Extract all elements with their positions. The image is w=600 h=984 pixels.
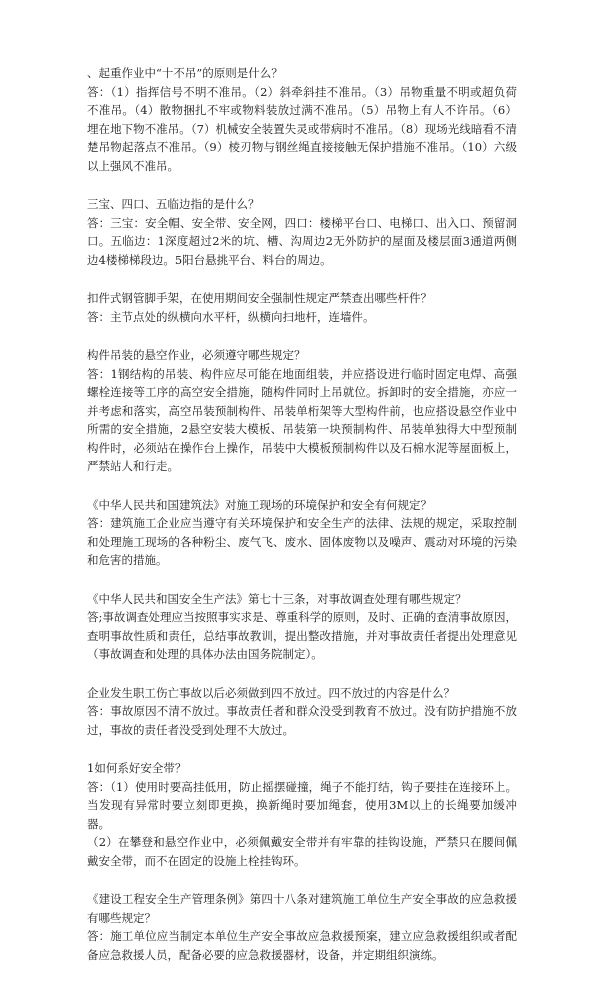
document-body <box>87 64 517 984</box>
qa-section-7 <box>87 684 517 740</box>
answer-text: 答：（1）指挥信号不明不准吊。（2）斜牵斜挂不准吊。（3）吊物重量不明或超负荷不准吊。（4）散物捆扎不牢或物料装放过满不准吊。（5）吊物上有人不许吊。（6）埋在地下物不准吊。（7）机械安全装置失灵或带病时不准吊。（8）现场光线暗看不清楚吊物起落点不准吊。（9）棱刃物与钢丝绳直接接触无保护措施不准吊。（10）六级以上强风不准吊。 <box>87 84 517 173</box>
question-text: 三宝、四口、五临边指的是什么？ <box>87 197 260 211</box>
answer-text: 答：事故原因不清不放过。事故责任者和群众没受到教育不放过。没有防护措施不放过，事故的责任者没受到处理不大放过。 <box>87 704 517 737</box>
qa-section-5 <box>87 496 517 570</box>
answer-text: 答：主节点处的纵横向水平杆，纵横向扫地杆，连墙件。 <box>87 309 375 324</box>
qa-section-1 <box>87 64 517 175</box>
answer-text: 答;事故调查处理应当按照事实求是、尊重科学的原则，及时、正确的查清事故原因，查明事故性质和责任，总结事故教训，提出整改措施，并对事故责任者提出处理意见（事故调查和处理的具体办法由国务院制定）。 <box>87 610 517 661</box>
question-text: 《中华人民共和国建筑法》对施工现场的环境保护和安全有何规定？ <box>87 497 432 512</box>
question-text: 构件吊装的悬空作业，必须遵守哪些规定？ <box>87 348 306 362</box>
qa-section-6 <box>87 590 517 664</box>
qa-section-9 <box>87 890 517 964</box>
answer-text: 答：1钢结构的吊装、构件应尽可能在地面组装，并应搭设进行临时固定电焊、高强螺栓连接等工序的高空安全措施，随构件同时上吊就位。拆卸时的安全措施，亦应一并考虑和落实，高空吊装预制构件、吊装单桁架等大型构件前，也应搭设悬空作业中所需的安全措施，2悬空安装大模板、吊装第一块预制构件、吊装单独得大中型预制构件时，必须站在操作台上操作，吊装中大模板预制构件以及石棉水泥等屋面板上，严禁站人和行走。 <box>87 366 517 473</box>
question-text: 《建设工程安全生产管理条例》第四十八条对建筑施工单位生产安全事故的应急救援有哪些规定？ <box>87 892 517 925</box>
answer-text: 答：建筑施工企业应当遵守有关环境保护和安全生产的法律、法规的规定，采取控制和处理施工现场的各种粉尘、废气飞、废水、固体废物以及噪声、震动对环境的污染和危害的措施。 <box>87 516 517 567</box>
answer-text: 答：施工单位应当制定本单位生产安全事故应急救援预案，建立应急救援组织或者配备应急救援人员，配备必要的应急救援器材，设备，并定期组织演练。 <box>87 929 517 962</box>
qa-section-3 <box>87 289 517 326</box>
question-text: 企业发生职工伤亡事故以后必须做到四不放过。四不放过的内容是什么？ <box>87 685 455 700</box>
question-text: 1如何系好安全带？ <box>87 761 187 775</box>
qa-section-4 <box>87 346 517 476</box>
question-text: 《中华人民共和国安全生产法》第七十三条，对事故调查处理有哪些规定？ <box>87 591 467 606</box>
answer-text: 答：三宝：安全帽、安全带、安全网，四口：楼梯平台口、电梯口、出入口、预留洞口。五临边：1深度超过2米的坑、槽、沟周边2无外防护的屋面及楼层面3通道两侧边4楼梯梯段边。5阳台悬挑平台、料台的周边。 <box>87 215 517 267</box>
qa-section-8 <box>87 759 517 870</box>
answer-text: （2）在攀登和悬空作业中，必须佩戴安全带并有牢靠的挂钩设施，严禁只在腰间佩戴安全带，而不在固定的设施上栓挂钩环。 <box>87 835 517 868</box>
answer-text: 答：（1）使用时要高挂低用，防止摇摆碰撞，绳子不能打结，钩子要挂在连接环上。当发现有异常时要立刻即更换，换新绳时要加绳套，使用3M以上的长绳要加缓冲器。 <box>87 779 517 831</box>
qa-section-2 <box>87 195 517 269</box>
question-text: 扣件式钢管脚手架，在使用期间安全强制性规定严禁查出哪些杆件？ <box>87 291 432 305</box>
question-text: 、起重作业中“十不吊”的原则是什么？ <box>87 66 283 80</box>
